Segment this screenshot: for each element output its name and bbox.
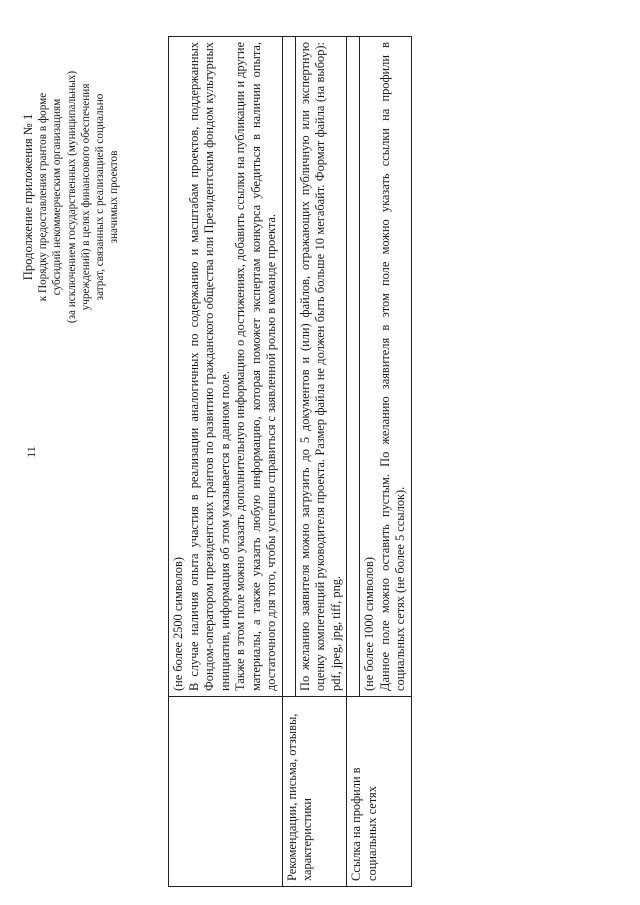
- header-line-3: субсидий некоммерческим организациям: [51, 98, 64, 296]
- recommendations-blank-cell: [282, 37, 295, 697]
- social-limit: (не более 1000 символов): [362, 557, 376, 691]
- header-line-6: затрат, связанных с реализацией социально: [94, 93, 107, 301]
- recommendations-description: По желанию заявителя можно загрузить до 5 документов и (или) файлов, отражающих публичную или экспертную оценку компетенций руководителя проекта. Размер файла не должен быть больше 10 мегабайт. Формат файла (на выбор): pdf, jpeg, jpg, tiff, png.: [295, 37, 347, 697]
- table-row-recommendations: [282, 37, 295, 887]
- header-line-7: значимых проектов: [108, 150, 121, 244]
- header-line-2: к Порядку предоставления грантов в форме: [37, 92, 49, 302]
- appendix-header: [20, 17, 122, 377]
- rotated-document-page: [10, 7, 630, 897]
- experience-label-cell: [169, 697, 283, 887]
- header-line-5: учреждений) в целях финансового обеспечения: [79, 83, 92, 311]
- experience-description-cell: [169, 37, 283, 697]
- social-description-cell: [360, 37, 412, 697]
- social-blank-cell: [347, 37, 360, 697]
- header-line-1: Продолжение приложения № 1: [21, 113, 35, 281]
- experience-paragraph-2: Также в этом поле можно указать дополнительную информацию о достижениях, добавить ссылки на публикации и другие материалы, а также указать любую информацию, которая поможет экспертам конкурса убедиться в наличии опыта, достаточного для того, чтобы успешно справиться с заявленной ролью в команде проекта.: [233, 42, 278, 691]
- recommendations-label: Рекомендации, письма, отзывы, характеристики: [282, 697, 347, 887]
- form-table: [168, 36, 412, 887]
- page-number: 11: [24, 446, 38, 458]
- social-description: Данное поле можно оставить пустым. По желанию заявителя в этом поле можно указать ссылки на профили в социальных сетях (не более 5 ссылок).: [377, 42, 407, 691]
- table-row-social: [347, 37, 360, 887]
- header-line-4: (за исключением государственных (муниципальных): [65, 70, 78, 324]
- experience-limit: (не более 2500 символов): [171, 557, 185, 691]
- experience-paragraph-1: В случае наличия опыта участия в реализации аналогичных по содержанию и масштабам проектов, поддержанных Фондом-оператором президентских грантов по развитию гражданского общества или Президентским фондом культурных инициатив, информация об этом указывается в данном поле.: [186, 42, 232, 691]
- social-label: Ссылка на профили в социальных сетях: [347, 697, 412, 887]
- table-row-experience: [169, 37, 283, 887]
